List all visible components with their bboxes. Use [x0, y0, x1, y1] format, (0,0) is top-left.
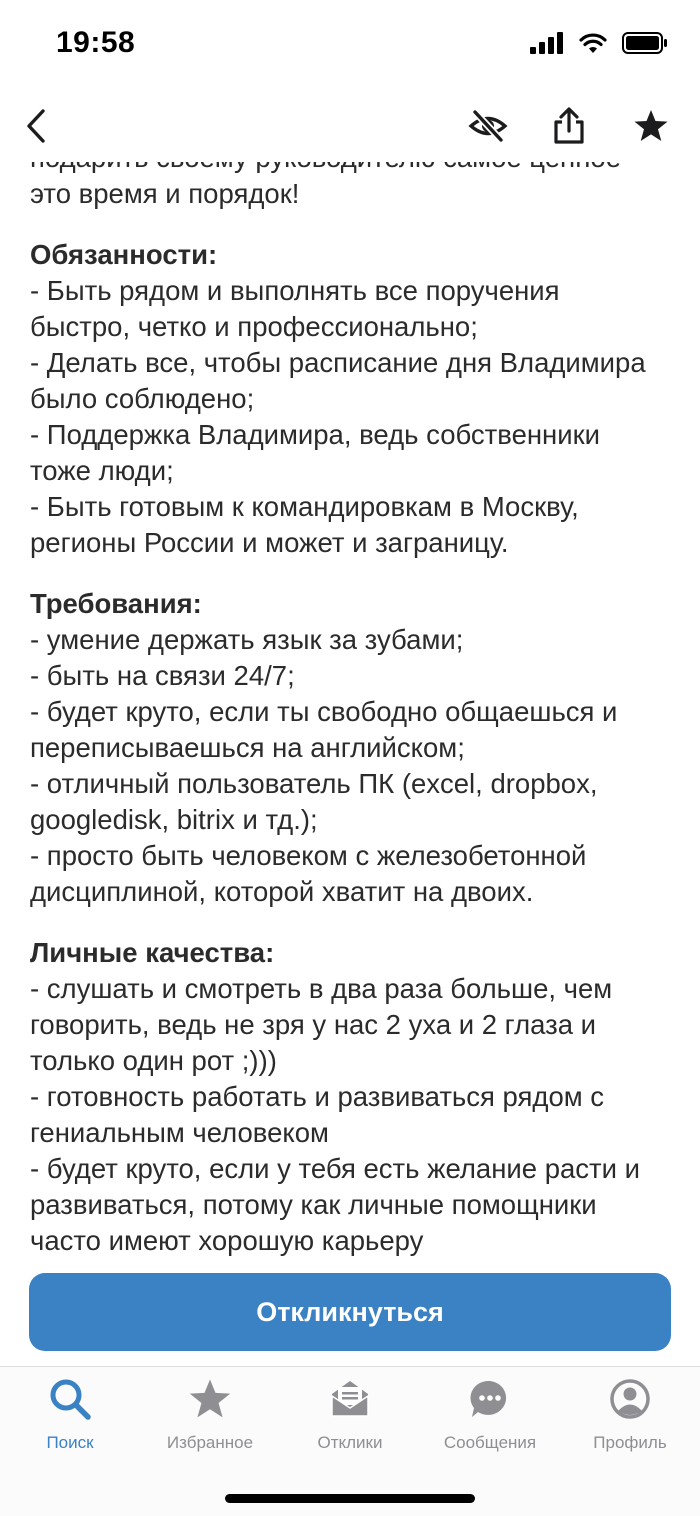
text-line: только один рот ;))) [30, 1045, 277, 1076]
text-line: - отличный пользователь ПК (excel, dropbox, [30, 768, 598, 799]
tab-responses[interactable] [280, 1377, 420, 1457]
tab-label: Избранное [166, 1433, 254, 1452]
text-line: googledisk, bitrix и тд.); [30, 804, 318, 835]
text-line: - просто быть человеком с железобетонной [30, 840, 587, 871]
tab-label: Отклики [317, 1433, 383, 1452]
text-line: - умение держать язык за зубами; [30, 624, 464, 655]
text-line: дисциплиной, которой хватит на двоих. [30, 876, 534, 907]
text-line: - Быть рядом и выполнять все поручения [30, 275, 560, 306]
section-duties [30, 237, 680, 561]
tab-label: Профиль [593, 1433, 667, 1452]
text-line: - слушать и смотреть в два раза больше, чем [30, 973, 613, 1004]
hide-vacancy-button[interactable] [466, 104, 510, 148]
tab-label: Поиск [46, 1433, 94, 1452]
tab-label: Сообщения [443, 1433, 537, 1452]
battery-icon [622, 32, 668, 54]
text-line: - Поддержка Владимира, ведь собственники [30, 419, 600, 450]
share-icon [552, 107, 586, 145]
text-line: было соблюдено; [30, 383, 255, 414]
tab-messages[interactable] [420, 1377, 560, 1457]
back-chevron-icon [24, 108, 48, 144]
text-line: регионы России и может и заграницу. [30, 527, 509, 558]
hide-eye-icon [468, 108, 508, 144]
text-line: переписываешься на английском; [30, 732, 465, 763]
tab-bar [0, 1366, 700, 1516]
text-line: часто имеют хорошую карьеру [30, 1225, 424, 1256]
section-title: Требования: [30, 588, 202, 619]
wifi-icon [578, 32, 608, 54]
text-line: развиваться, потому как личные помощники [30, 1189, 597, 1220]
text-line: быстро, четко и профессионально; [30, 311, 478, 342]
profile-icon [609, 1378, 651, 1420]
text-line: тоже люди; [30, 455, 174, 486]
text-line: гениальным человеком [30, 1117, 329, 1148]
star-icon [633, 109, 669, 143]
cellular-signal-icon [530, 32, 564, 54]
section-title: Обязанности: [30, 239, 218, 270]
home-indicator [225, 1494, 475, 1503]
star-icon [188, 1378, 232, 1420]
search-icon [48, 1377, 92, 1421]
chat-bubble-icon [469, 1378, 511, 1420]
back-button[interactable] [14, 104, 58, 148]
tab-favorites[interactable] [140, 1377, 280, 1457]
text-line: - будет круто, если у тебя есть желание расти и [30, 1153, 641, 1184]
respond-button[interactable]: Откликнуться [29, 1273, 671, 1351]
text-line: - готовность работать и развиваться рядом с [30, 1081, 605, 1112]
section-title: Личные качества: [30, 937, 275, 968]
status-time: 19:58 [56, 26, 136, 59]
navigation-bar [0, 90, 700, 162]
envelope-icon [329, 1378, 371, 1420]
tab-profile[interactable] [560, 1377, 700, 1457]
text-line: - быть на связи 24/7; [30, 660, 295, 691]
text-line: говорить, ведь не зря у нас 2 уха и 2 глаза и [30, 1009, 597, 1040]
text-line: - Делать все, чтобы расписание дня Владимира [30, 347, 646, 378]
share-button[interactable] [547, 104, 591, 148]
vacancy-description [30, 140, 680, 1259]
text-line: - будет круто, если ты свободно общаешься и [30, 696, 618, 727]
section-personal-qualities [30, 935, 680, 1259]
favorite-button[interactable] [629, 104, 673, 148]
section-requirements [30, 586, 680, 910]
status-bar [0, 0, 700, 90]
status-icons [530, 32, 668, 54]
intro-text: это время и порядок! [30, 178, 300, 209]
text-line: - Быть готовым к командировкам в Москву, [30, 491, 579, 522]
tab-search[interactable] [0, 1377, 140, 1457]
